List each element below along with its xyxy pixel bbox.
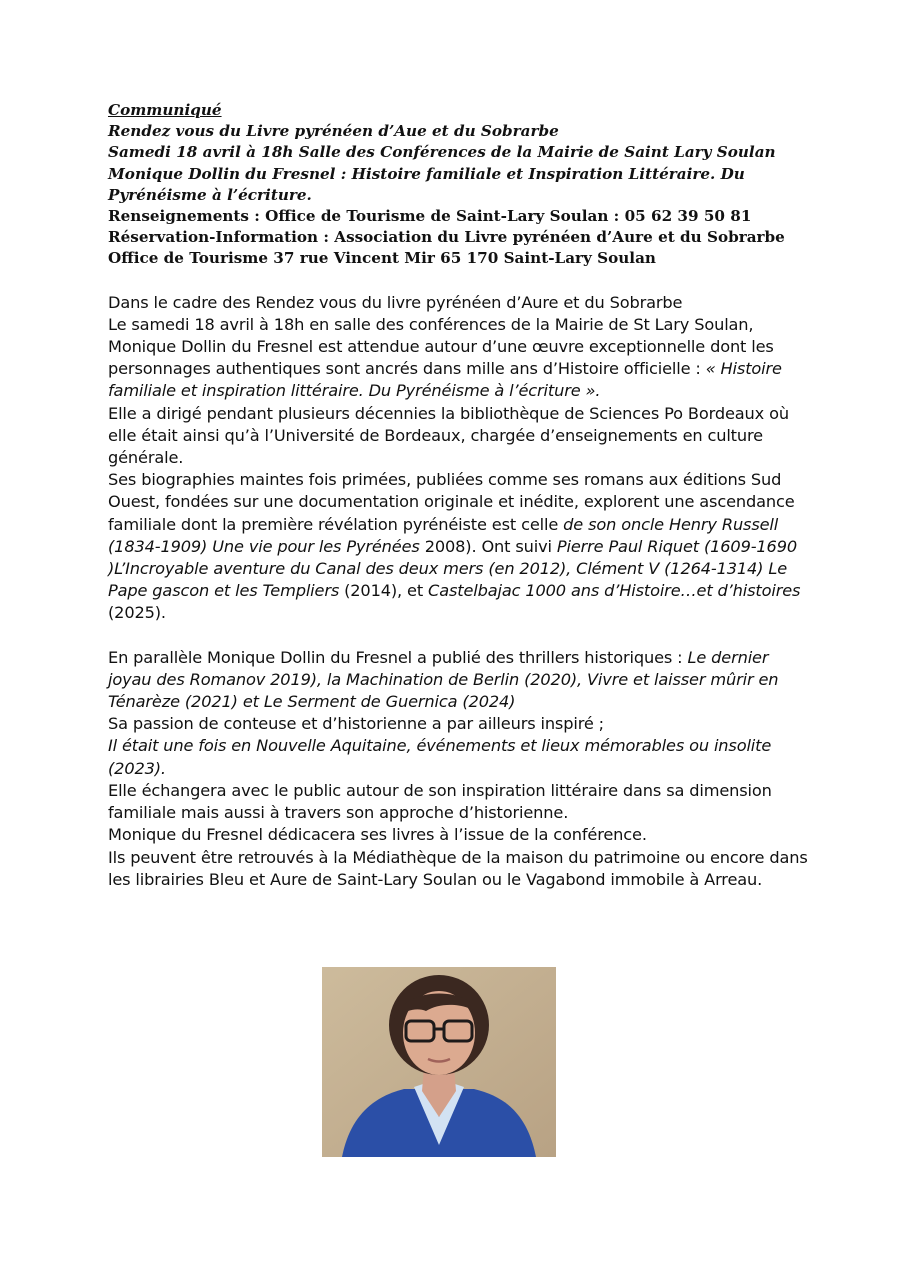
event-when-where: Samedi 18 avril à 18h Salle des Conférences de la Mairie de Saint Lary Soulan — [108, 143, 776, 162]
paragraph-aquitaine: Il était une fois en Nouvelle Aquitaine, événements et lieux mémorables ou insolite (2023). — [108, 736, 772, 778]
portrait-photo-icon — [322, 967, 556, 1157]
paragraph-spacer — [108, 625, 808, 647]
talk-title-quote: « Histoire familiale et inspiration littéraire. Du Pyrénéisme à l’écriture ». — [108, 359, 782, 401]
address-line: Office de Tourisme 37 rue Vincent Mir 65 170 Saint-Lary Soulan — [108, 249, 656, 268]
talk-title: Monique Dollin du Fresnel : Histoire familiale et Inspiration Littéraire. Du Pyrénéisme à l’écriture. — [108, 164, 745, 204]
booking-line: Réservation-Information : Association du Livre pyrénéen d’Aure et du Sobrarbe — [108, 228, 785, 247]
paragraph-where-to-find: Ils peuvent être retrouvés à la Médiathèque de la maison du patrimoine ou encore dans les librairies Bleu et Aure de Saint-Lary Soulan ou le Vagabond immobile à Arreau. — [108, 847, 808, 889]
paragraph-career: Elle a dirigé pendant plusieurs décennies la bibliothèque de Sciences Po Bordeaux où elle était ainsi qu’à l’Université de Bordeaux, chargée d’enseignements en culture générale. — [108, 403, 789, 468]
paragraph-exchange: Elle échangera avec le public autour de son inspiration littéraire dans sa dimension familiale mais aussi à travers son approche d’historienne. — [108, 780, 772, 823]
info-line: Renseignements : Office de Tourisme de Saint-Lary Soulan : 05 62 39 50 81 — [108, 207, 752, 226]
paragraph-intro: Dans le cadre des Rendez vous du livre pyrénéen d’Aure et du Sobrarbe — [108, 292, 683, 312]
article-body — [108, 292, 808, 891]
paragraph-event: Le samedi 18 avril à 18h en salle des conférences de la Mairie de St Lary Soulan, Monique Dollin du Fresnel est attendue autour d’une œuvre exceptionnelle dont les personnages authentiques sont ancrés dans mille ans d’Histoire officielle : « Histoire familiale et inspiration littéraire. Du Pyrénéisme à l’écriture ». — [108, 314, 782, 401]
release-label: Communiqué — [108, 101, 222, 119]
paragraph-signing: Monique du Fresnel dédicacera ses livres à l’issue de la conférence. — [108, 825, 647, 845]
press-release-header — [108, 100, 808, 270]
paragraph-passion: Sa passion de conteuse et d’historienne a par ailleurs inspiré ; — [108, 714, 604, 734]
paragraph-thrillers: En parallèle Monique Dollin du Fresnel a publié des thrillers historiques : Le dernier joyau des Romanov 2019), la Machination de Berlin (2020), Vivre et laisser mûrir en Ténarèze (2021) et Le Serment de Guernica (2024) — [108, 647, 779, 712]
paragraph-biographies: Ses biographies maintes fois primées, publiées comme ses romans aux éditions Sud Ouest, fondées sur une documentation originale et inédite, explorent une ascendance familiale dont la première révélation pyrénéiste est celle de son oncle Henry Russell (1834-1909) Une vie pour les Pyrénées 2008). Ont suivi Pierre Paul Riquet (1609-1690 )L’Incroyable aventure du Canal des deux mers (en 2012), Clément V (1264-1314) Le Pape gascon et les Templiers (2014), et Castelbajac 1000 ans d’Histoire…et d’histoires (2025). — [108, 470, 801, 623]
event-title: Rendez vous du Livre pyrénéen d’Aue et du Sobrarbe — [108, 122, 559, 141]
document-page — [108, 100, 808, 891]
